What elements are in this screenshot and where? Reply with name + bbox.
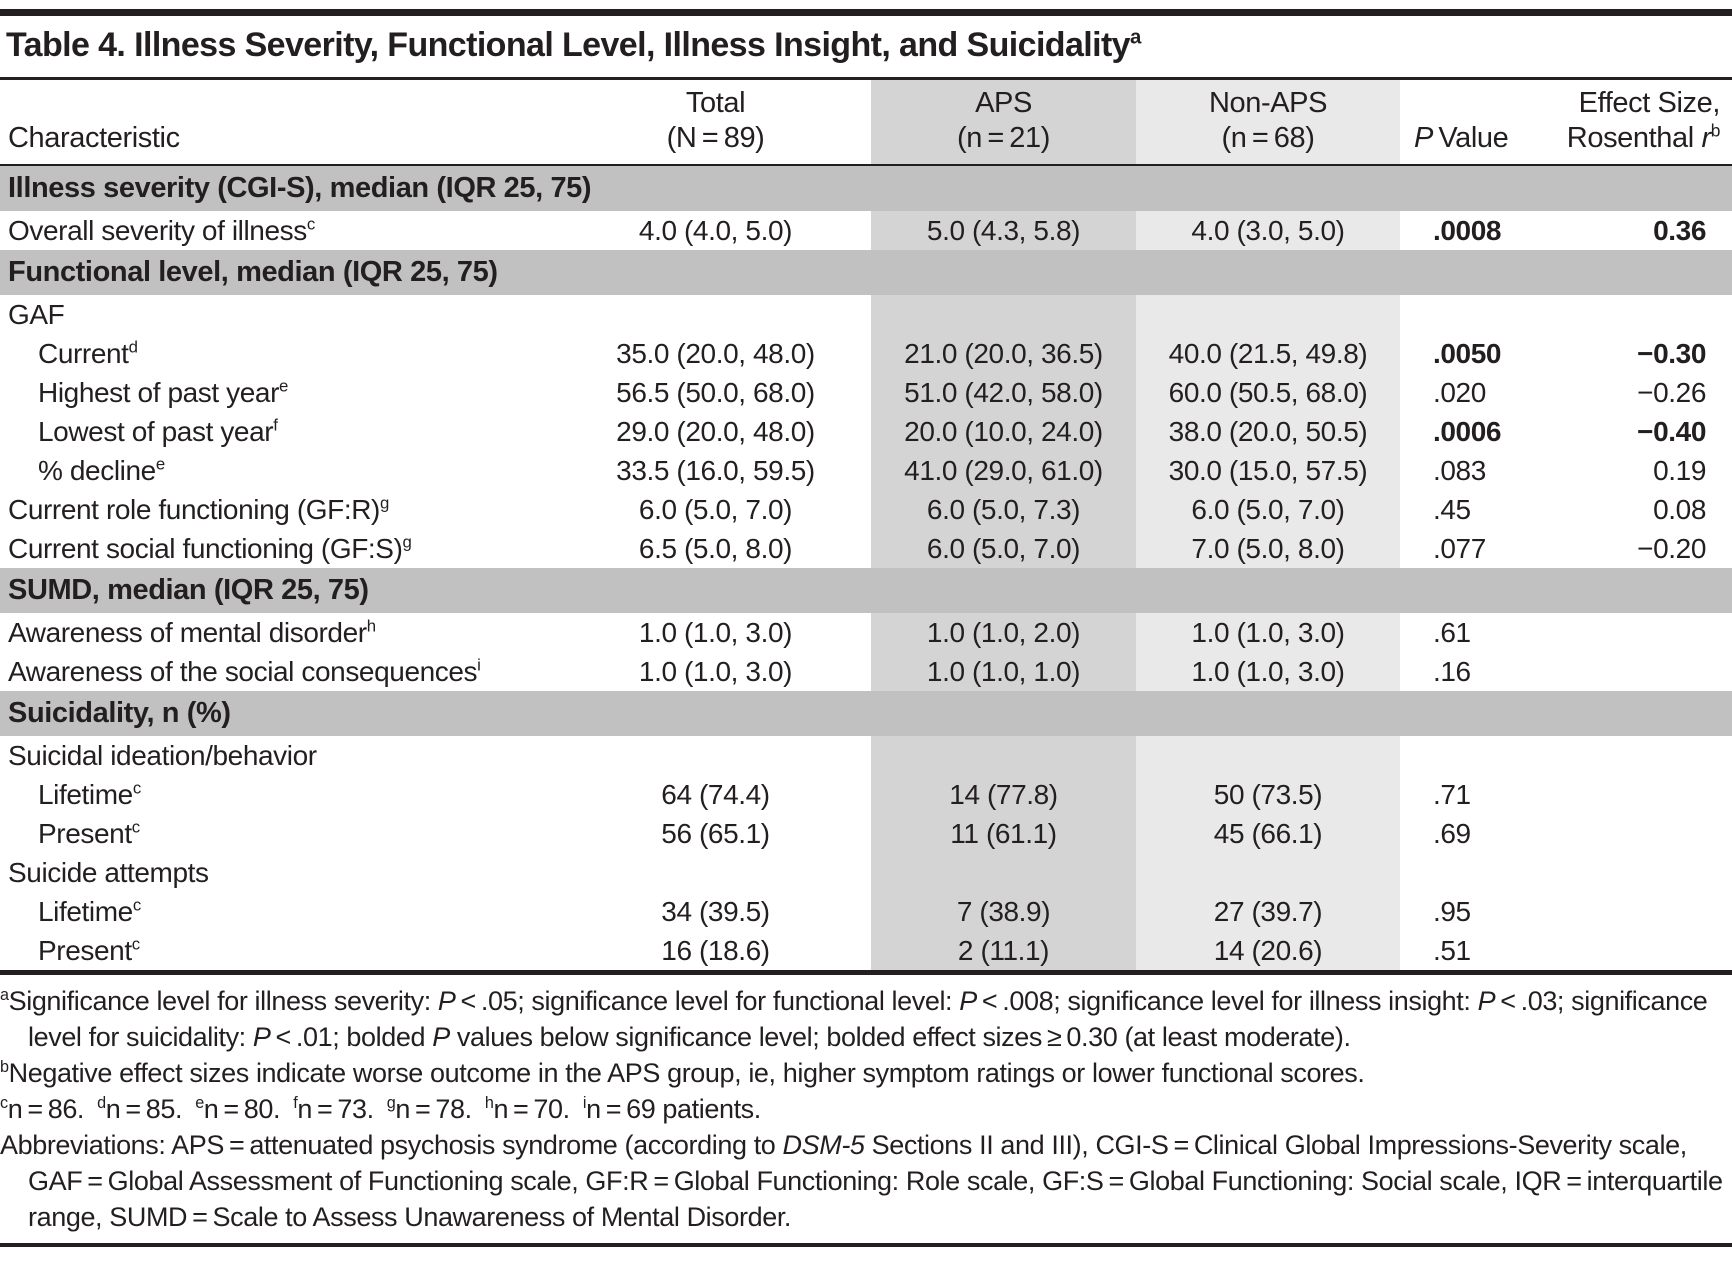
cell-p-value: .0050: [1433, 337, 1502, 369]
table-row: [0, 652, 1732, 691]
cell-effect-size: [1540, 892, 1732, 931]
cell-aps: [871, 295, 1136, 334]
cell-non-aps: [1136, 853, 1400, 892]
cell-effect-size: [1540, 931, 1732, 970]
cell-aps: 41.0 (29.0, 61.0): [871, 451, 1136, 490]
cell-non-aps: [1136, 295, 1400, 334]
cell-aps: 11 (61.1): [871, 814, 1136, 853]
row-label: Lifetime$^c$: [38, 895, 141, 927]
bottom-rule: [0, 1243, 1732, 1247]
table-row: [0, 295, 1732, 334]
table-row: [0, 613, 1732, 652]
cell-p-value: .0008: [1433, 214, 1502, 246]
cell-effect-size: [1540, 295, 1732, 334]
cell-p-value: .51: [1433, 934, 1471, 966]
cell-non-aps: 27 (39.7): [1136, 892, 1400, 931]
section-header-row: [0, 691, 1732, 736]
section-header-label: Illness severity (CGI-S), median (IQR 25, 75): [0, 165, 1732, 211]
table-title-footnote-marker: a: [1130, 26, 1141, 49]
table-title-text: Table 4. Illness Severity, Functional Level, Illness Insight, and Suicidality: [6, 26, 1130, 64]
cell-total: 29.0 (20.0, 48.0): [616, 415, 815, 447]
row-label: GAF: [8, 298, 65, 330]
table-row: [0, 334, 1732, 373]
col-header-total: Total (N = 89): [560, 80, 871, 165]
cell-effect-size: −0.30: [1637, 337, 1706, 369]
cell-p-value: .077: [1433, 532, 1486, 564]
row-label: Current$^d$: [38, 337, 138, 369]
data-table: [0, 80, 1732, 970]
top-rule: [0, 9, 1732, 16]
table-row: [0, 451, 1732, 490]
cell-aps: 1.0 (1.0, 1.0): [871, 652, 1136, 691]
cell-aps: [871, 853, 1136, 892]
row-label: Awareness of the social consequences$^i$: [8, 655, 481, 687]
section-header-row: [0, 165, 1732, 211]
cell-total: 33.5 (16.0, 59.5): [616, 454, 815, 486]
cell-aps: 14 (77.8): [871, 775, 1136, 814]
cell-effect-size: [1540, 853, 1732, 892]
cell-p-value: [1400, 736, 1540, 775]
cell-effect-size: 0.19: [1653, 454, 1706, 486]
footnotes: [0, 975, 1732, 1243]
cell-p-value: [1400, 295, 1540, 334]
cell-effect-size: [1540, 814, 1732, 853]
cell-total: 6.5 (5.0, 8.0): [638, 532, 793, 564]
cell-total: 34 (39.5): [661, 895, 770, 927]
cell-effect-size: −0.20: [1637, 532, 1706, 564]
table-row: [0, 853, 1732, 892]
table-row: [0, 211, 1732, 250]
cell-aps: [871, 736, 1136, 775]
cell-aps: 7 (38.9): [871, 892, 1136, 931]
cell-aps: 2 (11.1): [871, 931, 1136, 970]
row-label: Lowest of past year$^f$: [38, 415, 278, 447]
cell-p-value: .0006: [1433, 415, 1502, 447]
cell-non-aps: 4.0 (3.0, 5.0): [1136, 211, 1400, 250]
row-label: % decline$^e$: [38, 454, 165, 486]
row-label: Lifetime$^c$: [38, 778, 141, 810]
cell-p-value: [1400, 853, 1540, 892]
cell-total: [560, 295, 871, 334]
table-row: [0, 775, 1732, 814]
col-header-aps: APS (n = 21): [871, 80, 1136, 165]
column-header-row: [0, 80, 1732, 165]
row-label: Awareness of mental disorder$^h$: [8, 616, 376, 648]
cell-effect-size: [1540, 736, 1732, 775]
cell-total: 16 (18.6): [661, 934, 770, 966]
cell-aps: 5.0 (4.3, 5.8): [871, 211, 1136, 250]
table-row: [0, 892, 1732, 931]
cell-non-aps: 7.0 (5.0, 8.0): [1136, 529, 1400, 568]
footnote: $^a$Significance level for illness severity: P < .05; significance level for functional level: P < .008; significance level for illness insight: P < .03; significance level for suicidality: P < .01; bolded P values below significance level; bolded effect sizes ≥ 0.30 (at least moderate).: [0, 986, 1708, 1052]
cell-total: 1.0 (1.0, 3.0): [638, 616, 793, 648]
cell-non-aps: 6.0 (5.0, 7.0): [1136, 490, 1400, 529]
cell-aps: 6.0 (5.0, 7.3): [871, 490, 1136, 529]
cell-aps: 51.0 (42.0, 58.0): [871, 373, 1136, 412]
cell-total: [560, 736, 871, 775]
cell-total: 1.0 (1.0, 3.0): [638, 655, 793, 687]
section-header-label: Suicidality, n (%): [0, 691, 1732, 736]
cell-non-aps: 14 (20.6): [1136, 931, 1400, 970]
table-row: [0, 412, 1732, 451]
cell-p-value: .020: [1433, 376, 1486, 408]
cell-effect-size: 0.08: [1653, 493, 1706, 525]
table-body: [0, 165, 1732, 970]
table-row: [0, 736, 1732, 775]
row-label: Suicide attempts: [8, 856, 209, 888]
cell-effect-size: [1540, 775, 1732, 814]
cell-p-value: .71: [1433, 778, 1471, 810]
cell-non-aps: 40.0 (21.5, 49.8): [1136, 334, 1400, 373]
col-header-characteristic: Characteristic: [0, 80, 560, 165]
footnote: Abbreviations: APS = attenuated psychosis syndrome (according to DSM-5 Sections II and III), CGI-S = Clinical Global Impressions-Severity scale, GAF = Global Assessment of Functioning scale, GF:R = Global Functioning: Role scale, GF:S = Global Functioning: Social scale, IQR = interquartile range, SUMD = Scale to Assess Unawareness of Mental Disorder.: [0, 1130, 1723, 1232]
row-label: Present$^c$: [38, 817, 140, 849]
table-title: [0, 16, 1732, 77]
cell-non-aps: [1136, 736, 1400, 775]
section-header-row: [0, 568, 1732, 613]
cell-non-aps: 1.0 (1.0, 3.0): [1136, 652, 1400, 691]
footnote: $^b$Negative effect sizes indicate worse outcome in the APS group, ie, higher symptom ratings or lower functional scores.: [0, 1058, 1365, 1088]
cell-non-aps: 38.0 (20.0, 50.5): [1136, 412, 1400, 451]
row-label: Overall severity of illness$^c$: [8, 214, 315, 246]
cell-p-value: .16: [1433, 655, 1471, 687]
cell-effect-size: [1540, 613, 1732, 652]
cell-total: [560, 853, 871, 892]
cell-non-aps: 1.0 (1.0, 3.0): [1136, 613, 1400, 652]
cell-total: 35.0 (20.0, 48.0): [616, 337, 815, 369]
table-row: [0, 490, 1732, 529]
row-label: Current social functioning (GF:S)$^g$: [8, 532, 412, 564]
cell-p-value: .083: [1433, 454, 1486, 486]
table-row: [0, 931, 1732, 970]
col-header-effect-size: Effect Size, Rosenthal $r^b$: [1540, 80, 1732, 165]
cell-p-value: .69: [1433, 817, 1471, 849]
cell-aps: 20.0 (10.0, 24.0): [871, 412, 1136, 451]
row-label: Suicidal ideation/behavior: [8, 739, 317, 771]
cell-aps: 1.0 (1.0, 2.0): [871, 613, 1136, 652]
table-row: [0, 814, 1732, 853]
section-header-label: SUMD, median (IQR 25, 75): [0, 568, 1732, 613]
cell-non-aps: 30.0 (15.0, 57.5): [1136, 451, 1400, 490]
col-header-p-value: P Value: [1400, 80, 1540, 165]
section-header-label: Functional level, median (IQR 25, 75): [0, 250, 1732, 295]
row-label: Highest of past year$^e$: [38, 376, 288, 408]
cell-total: 56.5 (50.0, 68.0): [616, 376, 815, 408]
cell-aps: 21.0 (20.0, 36.5): [871, 334, 1136, 373]
row-label: Current role functioning (GF:R)$^g$: [8, 493, 389, 525]
cell-total: 56 (65.1): [661, 817, 770, 849]
cell-effect-size: −0.26: [1637, 376, 1706, 408]
col-header-non-aps: Non-APS (n = 68): [1136, 80, 1400, 165]
cell-total: 6.0 (5.0, 7.0): [638, 493, 793, 525]
footnote: $^c$n = 86. $^d$n = 85. $^e$n = 80. $^f$n = 73. $^g$n = 78. $^h$n = 70. $^i$n = 69 patients.: [0, 1094, 761, 1124]
cell-effect-size: 0.36: [1653, 214, 1706, 246]
table-row: [0, 373, 1732, 412]
cell-non-aps: 60.0 (50.5, 68.0): [1136, 373, 1400, 412]
cell-total: 64 (74.4): [661, 778, 770, 810]
cell-effect-size: [1540, 652, 1732, 691]
cell-total: 4.0 (4.0, 5.0): [638, 214, 793, 246]
row-label: Present$^c$: [38, 934, 140, 966]
cell-non-aps: 45 (66.1): [1136, 814, 1400, 853]
cell-aps: 6.0 (5.0, 7.0): [871, 529, 1136, 568]
cell-non-aps: 50 (73.5): [1136, 775, 1400, 814]
cell-effect-size: −0.40: [1637, 415, 1706, 447]
cell-p-value: .61: [1433, 616, 1471, 648]
table-row: [0, 529, 1732, 568]
section-header-row: [0, 250, 1732, 295]
cell-p-value: .45: [1433, 493, 1471, 525]
cell-p-value: .95: [1433, 895, 1471, 927]
